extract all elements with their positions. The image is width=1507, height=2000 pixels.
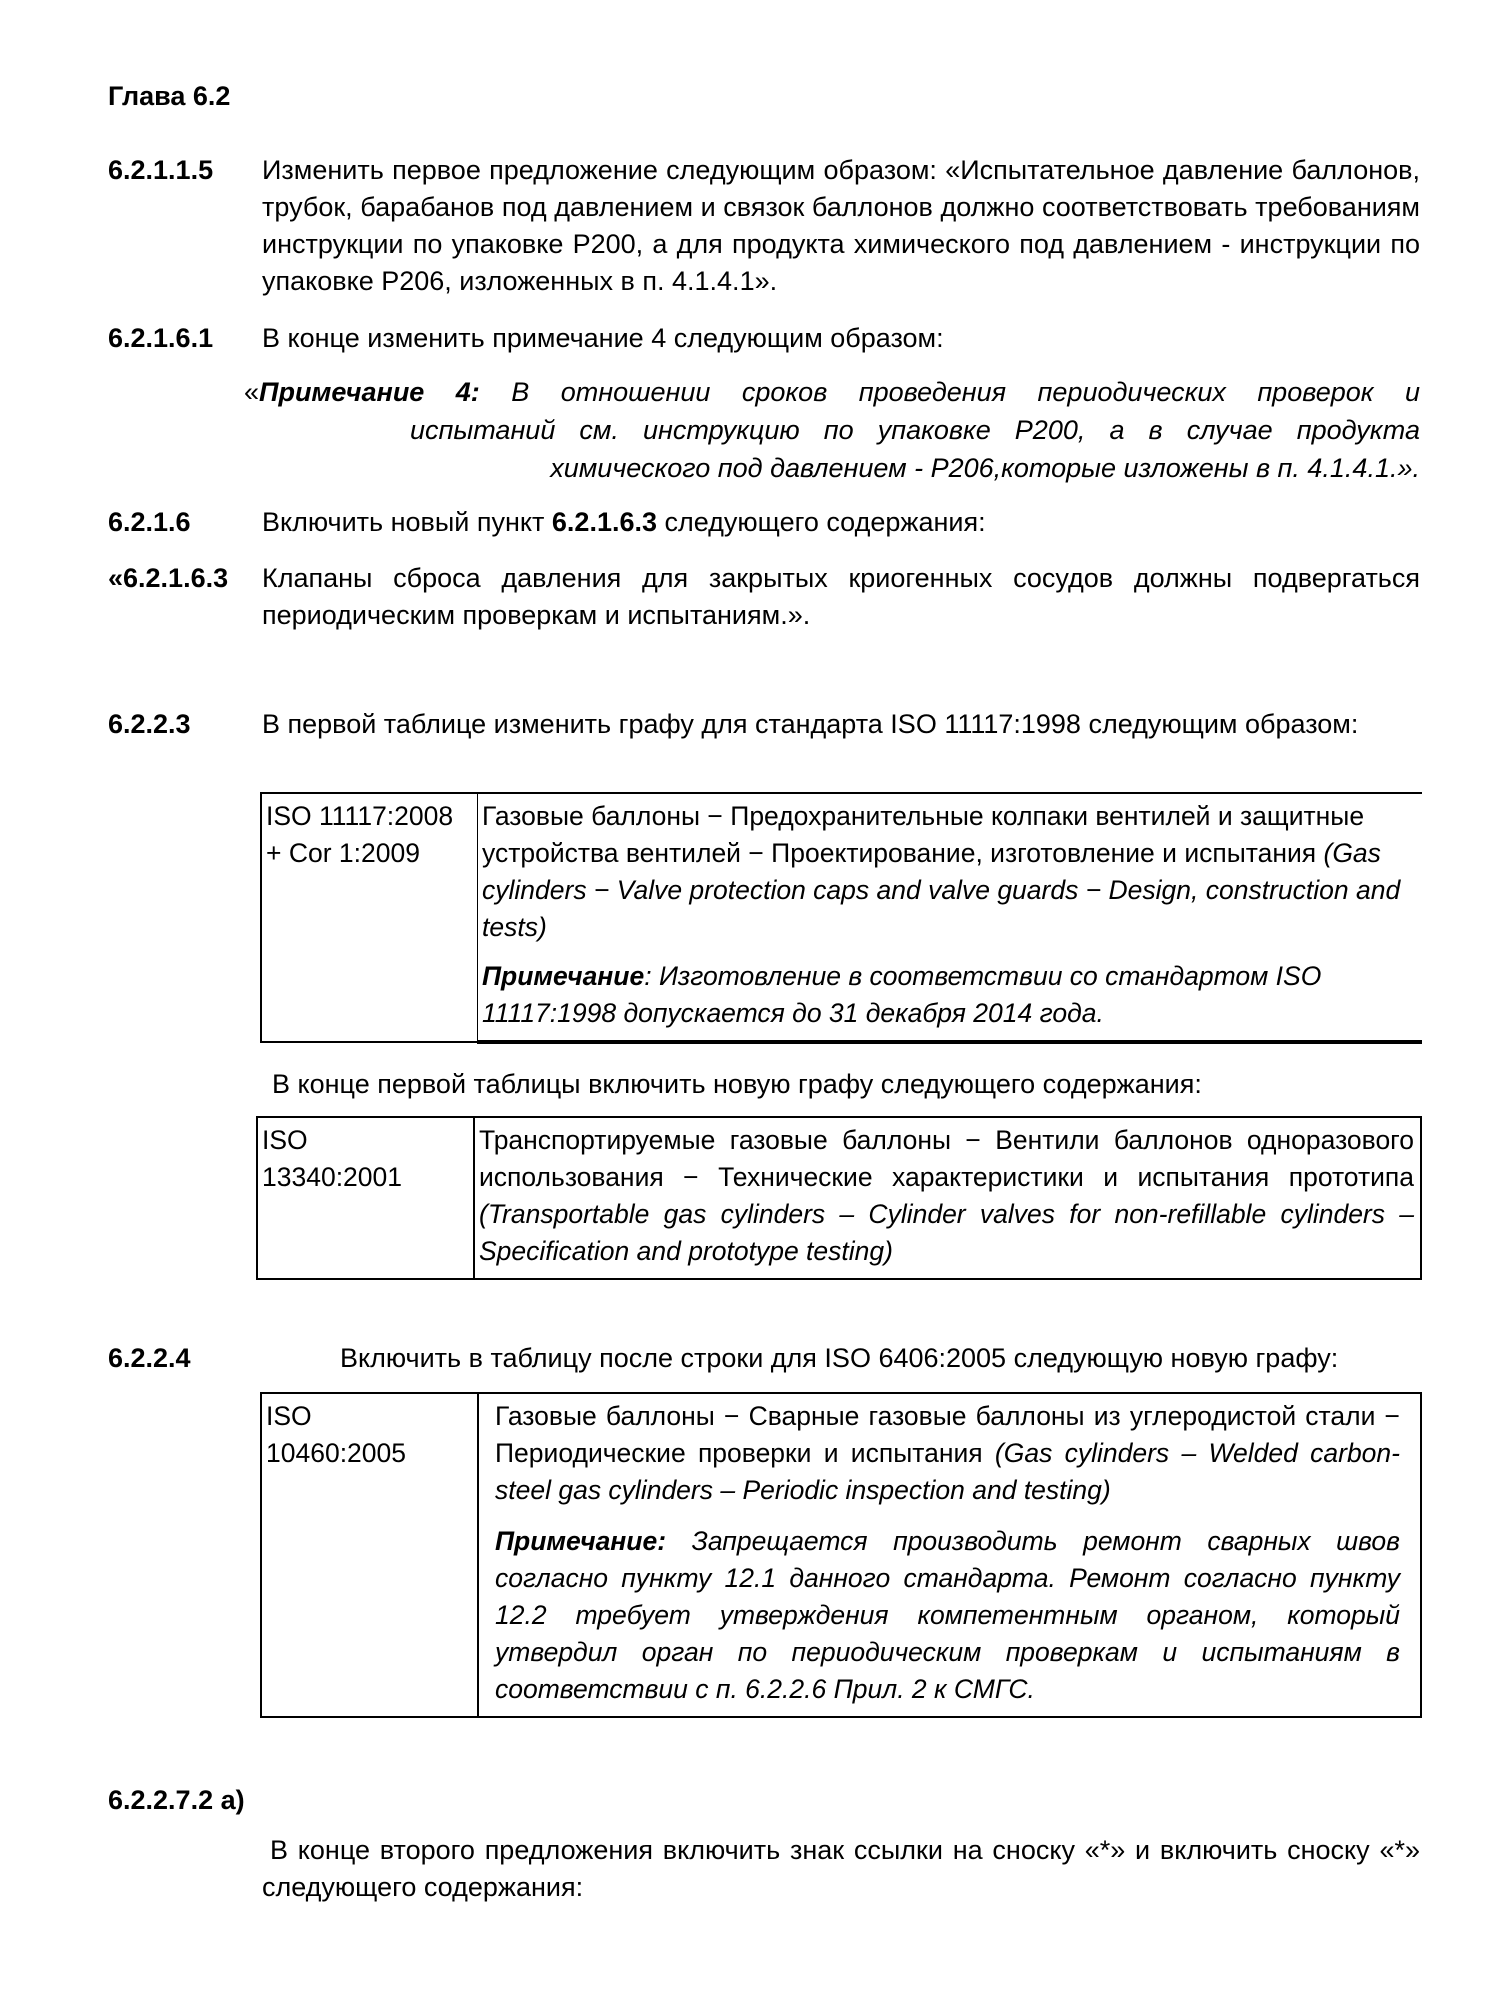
- note-4-line-2: испытаний см. инструкцию по упаковке Р200, а в случае продукта: [410, 415, 1420, 445]
- description-en: (Gas cylinders – Welded carbon-steel gas cylinders – Periodic inspection and testing): [495, 1438, 1400, 1505]
- item-text-6-2-1-6-before: Включить новый пункт: [262, 507, 552, 537]
- chapter-title: Глава 6.2: [108, 81, 231, 111]
- table-note: [482, 958, 1416, 1032]
- table-note: [495, 1523, 1400, 1708]
- description-ru: Газовые баллоны − Сварные газовые баллоны из углеродистой стали − Периодические проверки и испытания: [495, 1401, 1400, 1468]
- code-line-1: ISO 11117:2008: [266, 801, 454, 831]
- item-text-6-2-2-7-2: В конце второго предложения включить знак ссылки на сноску «*» и включить сноску «*» следующего содержания:: [262, 1835, 1420, 1902]
- description: [482, 798, 1416, 946]
- table-cell-code: [261, 793, 478, 1042]
- table-cell-description: [478, 793, 1423, 1042]
- description: [495, 1398, 1400, 1509]
- item-text-6-2-2-3-after: В конце первой таблицы включить новую графу следующего содержания:: [272, 1069, 1202, 1099]
- table-note-label: Примечание: [482, 961, 645, 991]
- table-row: [261, 1393, 1421, 1717]
- item-text-6-2-1-6-1: В конце изменить примечание 4 следующим образом:: [262, 323, 944, 353]
- table-iso-13340: [256, 1116, 1422, 1280]
- description-en: (Gas cylinders − Valve protection caps and valve guards − Design, construction and tests): [482, 838, 1401, 942]
- item-number-6-2-1-1-5: 6.2.1.1.5: [108, 155, 214, 185]
- note-4-label: Примечание 4:: [259, 377, 480, 407]
- item-number-6-2-1-6-3: «6.2.1.6.3: [108, 563, 229, 593]
- table-cell-description: [478, 1393, 1421, 1717]
- description-en: (Transportable gas cylinders – Cylinder valves for non-refillable cylinders – Specification and prototype testing): [479, 1199, 1414, 1266]
- item-text-6-2-1-6-after: следующего содержания:: [657, 507, 986, 537]
- table-cell-code: [261, 1393, 478, 1717]
- item-text-6-2-2-3: В первой таблице изменить графу для стандарта ISO 11117:1998 следующим образом:: [262, 709, 1359, 739]
- table-row: [261, 793, 1422, 1042]
- table-note-label: Примечание:: [495, 1526, 667, 1556]
- item-number-6-2-2-4: 6.2.2.4: [108, 1343, 191, 1373]
- table-iso-10460: [260, 1392, 1422, 1718]
- note-4-line-3: химического под давлением - Р206,которые изложены в п. 4.1.4.1.».: [550, 453, 1420, 483]
- note-4-open-quote: «: [244, 377, 260, 407]
- table-iso-11117: [260, 792, 1422, 1044]
- table-note-text: Запрещается производить ремонт сварных швов согласно пункту 12.1 данного стандарта. Ремонт согласно пункту 12.2 требует утверждения компетентным органом, который утвердил орган по периодическим проверкам и испытаниям в соответствии с п. 6.2.2.6 Прил. 2 к СМГС.: [495, 1526, 1400, 1704]
- description-ru: Транспортируемые газовые баллоны − Вентили баллонов одноразового использования − Технические характеристики и испытания прототипа: [479, 1125, 1414, 1192]
- code-line-1: ISO: [266, 1401, 312, 1431]
- note-4-line-1: [244, 374, 1420, 411]
- code-line-2: 13340:2001: [262, 1162, 403, 1192]
- table-row: [257, 1117, 1421, 1279]
- note-4-text-1: В отношении сроков проведения периодических проверок и: [479, 377, 1420, 407]
- table-cell-code: [257, 1117, 474, 1279]
- table-note-text: : Изготовление в соответствии со стандартом ISO 11117:1998 допускается до 31 декабря 2014 года.: [482, 961, 1322, 1028]
- code-line-2: 10460:2005: [266, 1438, 407, 1468]
- item-number-6-2-1-6: 6.2.1.6: [108, 507, 191, 537]
- item-text-6-2-2-4: Включить в таблицу после строки для ISO 6406:2005 следующую новую графу:: [340, 1343, 1339, 1373]
- item-number-6-2-2-3: 6.2.2.3: [108, 709, 191, 739]
- table-cell-description: [474, 1117, 1421, 1279]
- item-text-6-2-1-6: [262, 504, 986, 541]
- item-text-6-2-1-1-5: Изменить первое предложение следующим образом: «Испытательное давление баллонов, трубок, барабанов под давлением и связок баллонов должно соответствовать требованиям инструкции по упаковке Р200, а для продукта химического под давлением - инструкции по упаковке Р206, изложенных в п. 4.1.4.1».: [262, 155, 1420, 296]
- item-text-6-2-1-6-ref: 6.2.1.6.3: [551, 507, 657, 537]
- code-line-1: ISO: [262, 1125, 308, 1155]
- code-line-2: + Cor 1:2009: [266, 838, 420, 868]
- item-number-6-2-1-6-1: 6.2.1.6.1: [108, 323, 214, 353]
- item-number-6-2-2-7-2: 6.2.2.7.2 а): [108, 1785, 245, 1815]
- item-text-6-2-1-6-3: Клапаны сброса давления для закрытых криогенных сосудов должны подвергаться периодическим проверкам и испытаниям.».: [262, 563, 1420, 630]
- description-ru: Газовые баллоны − Предохранительные колпаки вентилей и защитные устройства вентилей − Проектирование, изготовление и испытания: [482, 801, 1365, 868]
